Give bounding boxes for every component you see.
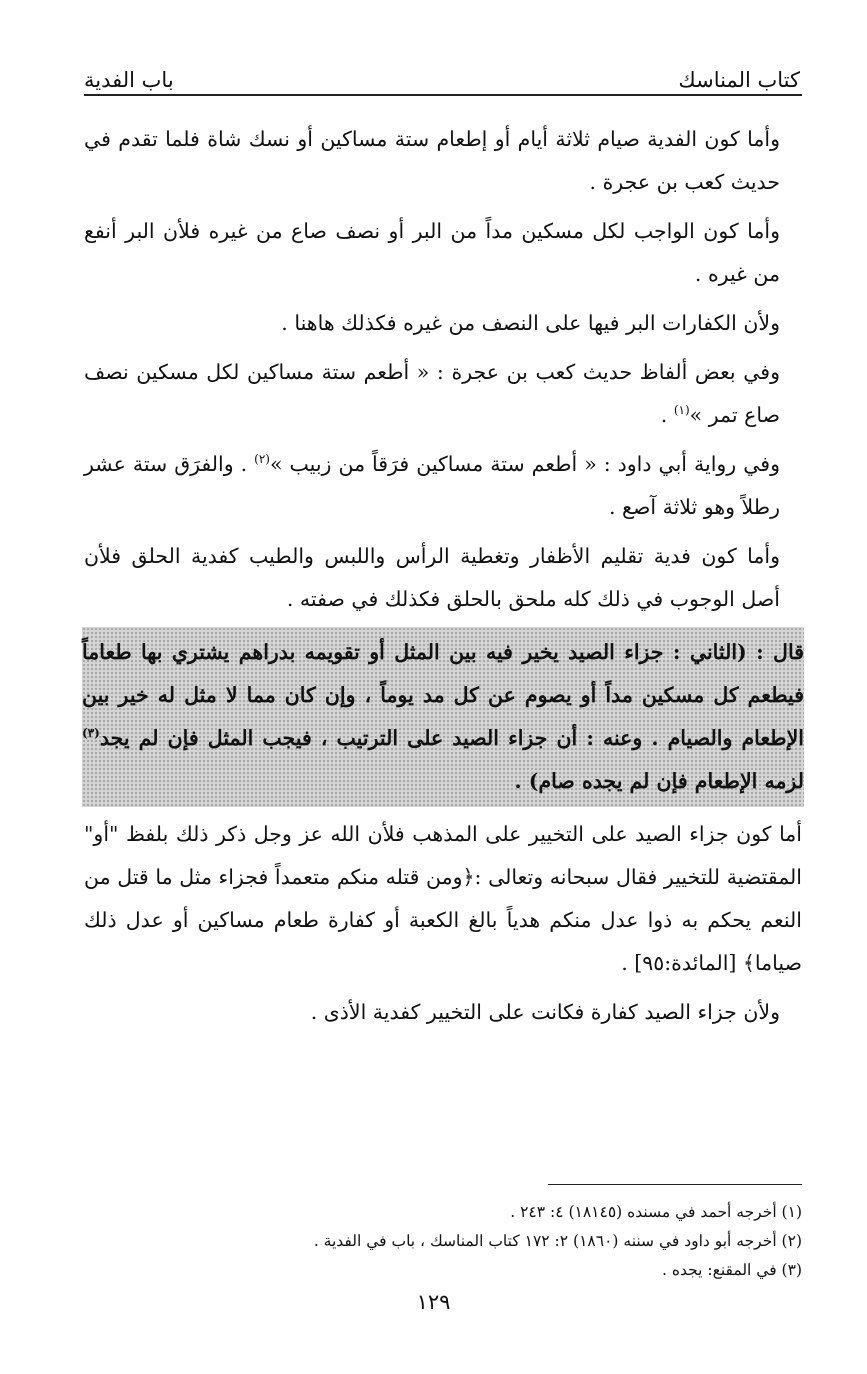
paragraph: وأما كون فدية تقليم الأظفار وتغطية الرأس واللبس والطيب كفدية الحلق فلأن أصل الوجوب في ذلك كله ملحق بالحلق فكذلك في صفته . xyxy=(84,544,780,611)
header-rule xyxy=(84,94,802,96)
paragraph-text: وفي بعض ألفاظ حديث كعب بن عجرة : « أطعم ستة مساكين لكل مسكين نصف صاع تمر » xyxy=(84,360,780,427)
matn-highlight-block xyxy=(82,627,804,807)
paragraph xyxy=(84,351,802,437)
matn-text: لزمه الإطعام فإن لم يجده صام) . xyxy=(514,769,804,793)
footnote-rule xyxy=(548,1184,802,1185)
footnote: (٢) أخرجه أبو داود في سننه (١٨٦٠) ٢: ١٧٢ كتاب المناسك ، باب في الفدية . xyxy=(313,1232,802,1250)
paragraph: وأما كون الفدية صيام ثلاثة أيام أو إطعام ستة مساكين أو نسك شاة فلما تقدم في حديث كعب بن عجرة . xyxy=(84,127,780,194)
book-title: كتاب المناسك xyxy=(678,68,800,92)
paragraph-text: وفي رواية أبي داود : « أطعم ستة مساكين فرَقاً من زبيب » xyxy=(269,452,780,476)
running-header xyxy=(84,52,800,92)
chapter-title: باب الفدية xyxy=(84,68,174,92)
paragraph: أما كون جزاء الصيد على التخيير على المذهب فلأن الله عز وجل ذكر ذلك بلفظ "أو" المقتضية للتخيير فقال سبحانه وتعالى :﴿ومن قتله منكم متعمداً فجزاء مثل ما قتل من النعم يحكم به ذوا عدل منكم هدياً بالغ الكعبة أو كفارة طعام مساكين أو عدل ذلك صياما﴾ [المائدة:٩٥] . xyxy=(84,822,802,975)
paragraph: ولأن جزاء الصيد كفارة فكانت على التخيير كفدية الأذى . xyxy=(310,1000,780,1024)
matn-text: قال : (الثاني : جزاء الصيد يخير فيه بين المثل أو تقويمه بدراهم يشتري بها طعاماً فيطعم كل مسكين مداً أو يصوم عن كل مد يوماً ، وإن كان مما لا مثل له خير بين الإطعام والصيام . وعنه : أن جزاء الصيد على الترتيب ، فيجب المثل فإن لم يجد xyxy=(82,640,804,750)
footnote: (١) أخرجه أحمد في مسنده (١٨١٤٥) ٤: ٢٤٣ . xyxy=(510,1203,802,1221)
page-number: ١٢٩ xyxy=(416,1290,451,1314)
paragraph: ولأن الكفارات البر فيها على النصف من غيره فكذلك هاهنا . xyxy=(281,311,780,335)
paragraph: وأما كون الواجب لكل مسكين مداً من البر أو نصف صاع من غيره فلأن البر أنفع من غيره . xyxy=(84,219,780,286)
footnote-ref: (٢) xyxy=(254,452,270,467)
main-text xyxy=(84,118,802,1040)
footnote-ref: (٣) xyxy=(82,726,100,741)
footnotes xyxy=(84,1198,802,1285)
footnote-ref: (١) xyxy=(673,403,690,418)
paragraph-text: . xyxy=(660,403,674,427)
paragraph xyxy=(84,443,802,529)
footnote: (٣) في المقنع: يجده . xyxy=(662,1261,802,1279)
paragraph-text: . والفرَق ستة عشر رطلاً وهو ثلاثة آصع . xyxy=(84,452,780,519)
